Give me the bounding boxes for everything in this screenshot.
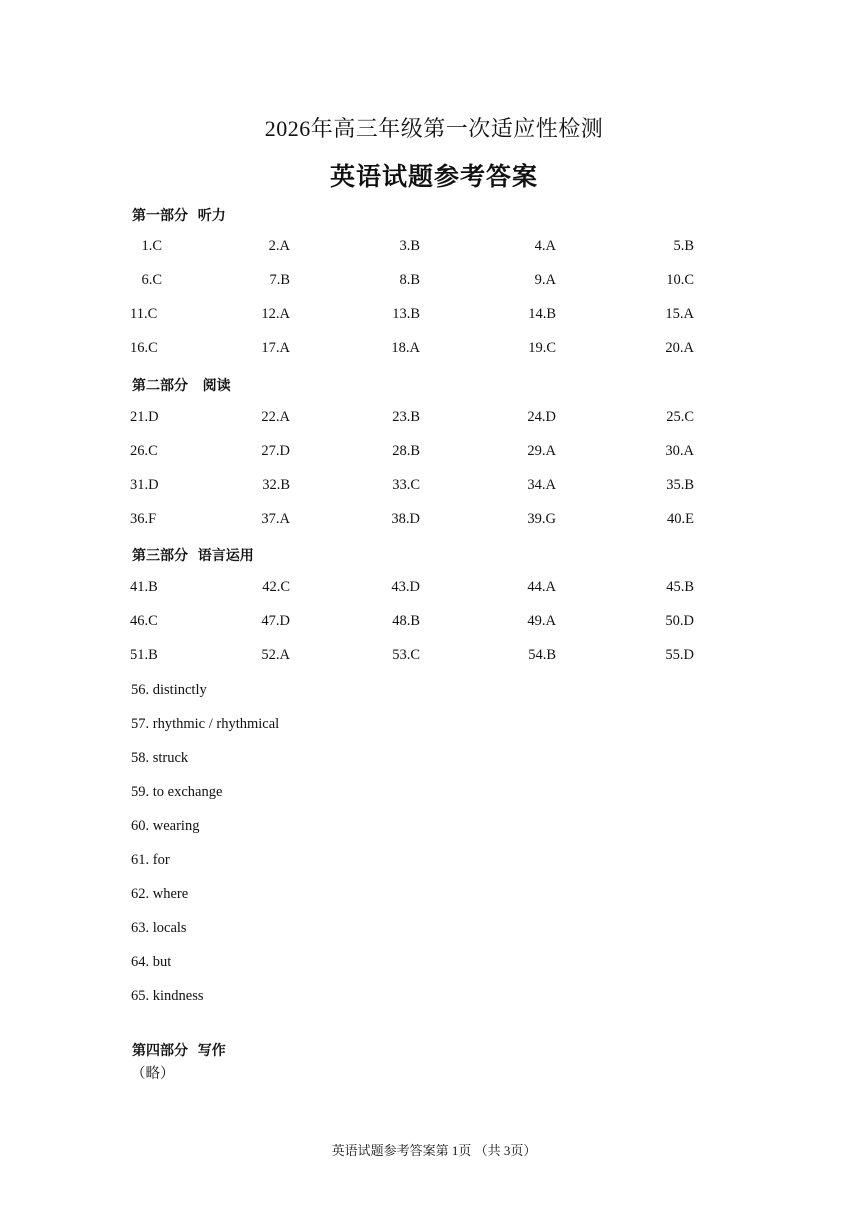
answer-cell: 20.A: [665, 340, 694, 356]
answer-row: [0, 477, 868, 497]
answer-cell: 26.C: [130, 443, 158, 459]
answer-cell: 9.A: [534, 272, 556, 288]
answer-cell: 22.A: [261, 409, 290, 425]
section-heading-reading: 第二部分 阅读: [132, 378, 231, 394]
answer-cell: 49.A: [527, 613, 556, 629]
answer-cell: 24.D: [527, 409, 556, 425]
answer-cell: 51.B: [130, 647, 158, 663]
fill-in-answer: 58. struck: [131, 750, 189, 766]
exam-title: 2026年高三年级第一次适应性检测: [264, 116, 604, 141]
fill-in-answer: 57. rhythmic / rhythmical: [131, 716, 280, 732]
fill-in-answer: 65. kindness: [131, 988, 204, 1004]
answer-row: [0, 443, 868, 463]
fill-in-answer: 56. distinctly: [131, 682, 207, 698]
answer-cell: 46.C: [130, 613, 158, 629]
answer-cell: 19.C: [528, 340, 556, 356]
answer-row: [0, 306, 868, 326]
answer-cell: 17.A: [261, 340, 290, 356]
answer-row: [0, 340, 868, 360]
answer-cell: 55.D: [665, 647, 694, 663]
answer-cell: 32.B: [262, 477, 290, 493]
answer-cell: 36.F: [130, 511, 157, 527]
answer-cell: 45.B: [666, 579, 694, 595]
fill-in-answer: 64. but: [131, 954, 172, 970]
answer-row: [0, 579, 868, 599]
answer-cell: 12.A: [261, 306, 290, 322]
section-heading-writing: 第四部分 写作: [132, 1043, 226, 1059]
answer-cell: 27.D: [261, 443, 290, 459]
answer-cell: 7.B: [269, 272, 290, 288]
answer-cell: 16.C: [130, 340, 158, 356]
answer-cell: 44.A: [527, 579, 556, 595]
answer-cell: 11.C: [130, 306, 158, 322]
answer-row: [0, 647, 868, 667]
page-footer: 英语试题参考答案第 1页 （共 3页）: [331, 1143, 537, 1158]
fill-in-answer: 60. wearing: [131, 818, 200, 834]
answer-cell: 37.A: [261, 511, 290, 527]
answer-cell: 52.A: [261, 647, 290, 663]
fill-in-answer: 63. locals: [131, 920, 187, 936]
answer-cell: 30.A: [665, 443, 694, 459]
answer-cell: 23.B: [392, 409, 420, 425]
section-heading-listening: 第一部分 听力: [132, 208, 226, 224]
answer-cell: 41.B: [130, 579, 158, 595]
answer-cell: 43.D: [391, 579, 420, 595]
answer-key-title: 英语试题参考答案: [329, 162, 538, 191]
answer-row: [0, 613, 868, 633]
answer-cell: 15.A: [665, 306, 694, 322]
answer-row: [0, 272, 868, 292]
writing-note: （略）: [131, 1066, 175, 1082]
answer-cell: 54.B: [528, 647, 556, 663]
answer-cell: 48.B: [392, 613, 420, 629]
fill-in-answer: 61. for: [131, 852, 170, 868]
answer-cell: 18.A: [391, 340, 420, 356]
answer-cell: 47.D: [261, 613, 290, 629]
section-heading-language-use: 第三部分 语言运用: [132, 548, 254, 564]
fill-in-answer: 62. where: [131, 886, 189, 902]
answer-cell: 10.C: [666, 272, 694, 288]
answer-cell: 1.C: [141, 238, 162, 254]
answer-cell: 4.A: [534, 238, 556, 254]
answer-cell: 42.C: [262, 579, 290, 595]
answer-row: [0, 409, 868, 429]
answer-cell: 25.C: [666, 409, 694, 425]
answer-cell: 39.G: [527, 511, 556, 527]
answer-cell: 21.D: [130, 409, 159, 425]
answer-cell: 34.A: [527, 477, 556, 493]
answer-cell: 3.B: [399, 238, 420, 254]
answer-cell: 35.B: [666, 477, 694, 493]
answer-cell: 33.C: [392, 477, 420, 493]
fill-in-answer: 59. to exchange: [131, 784, 223, 800]
answer-cell: 38.D: [391, 511, 420, 527]
answer-cell: 31.D: [130, 477, 159, 493]
answer-cell: 50.D: [665, 613, 694, 629]
answer-row: [0, 511, 868, 531]
answer-cell: 2.A: [268, 238, 290, 254]
answer-cell: 6.C: [141, 272, 162, 288]
answer-cell: 28.B: [392, 443, 420, 459]
answer-cell: 8.B: [399, 272, 420, 288]
answer-cell: 40.E: [667, 511, 694, 527]
answer-cell: 13.B: [392, 306, 420, 322]
answer-cell: 14.B: [528, 306, 556, 322]
answer-row: [0, 238, 868, 258]
answer-cell: 29.A: [527, 443, 556, 459]
answer-cell: 5.B: [673, 238, 694, 254]
answer-cell: 53.C: [392, 647, 420, 663]
